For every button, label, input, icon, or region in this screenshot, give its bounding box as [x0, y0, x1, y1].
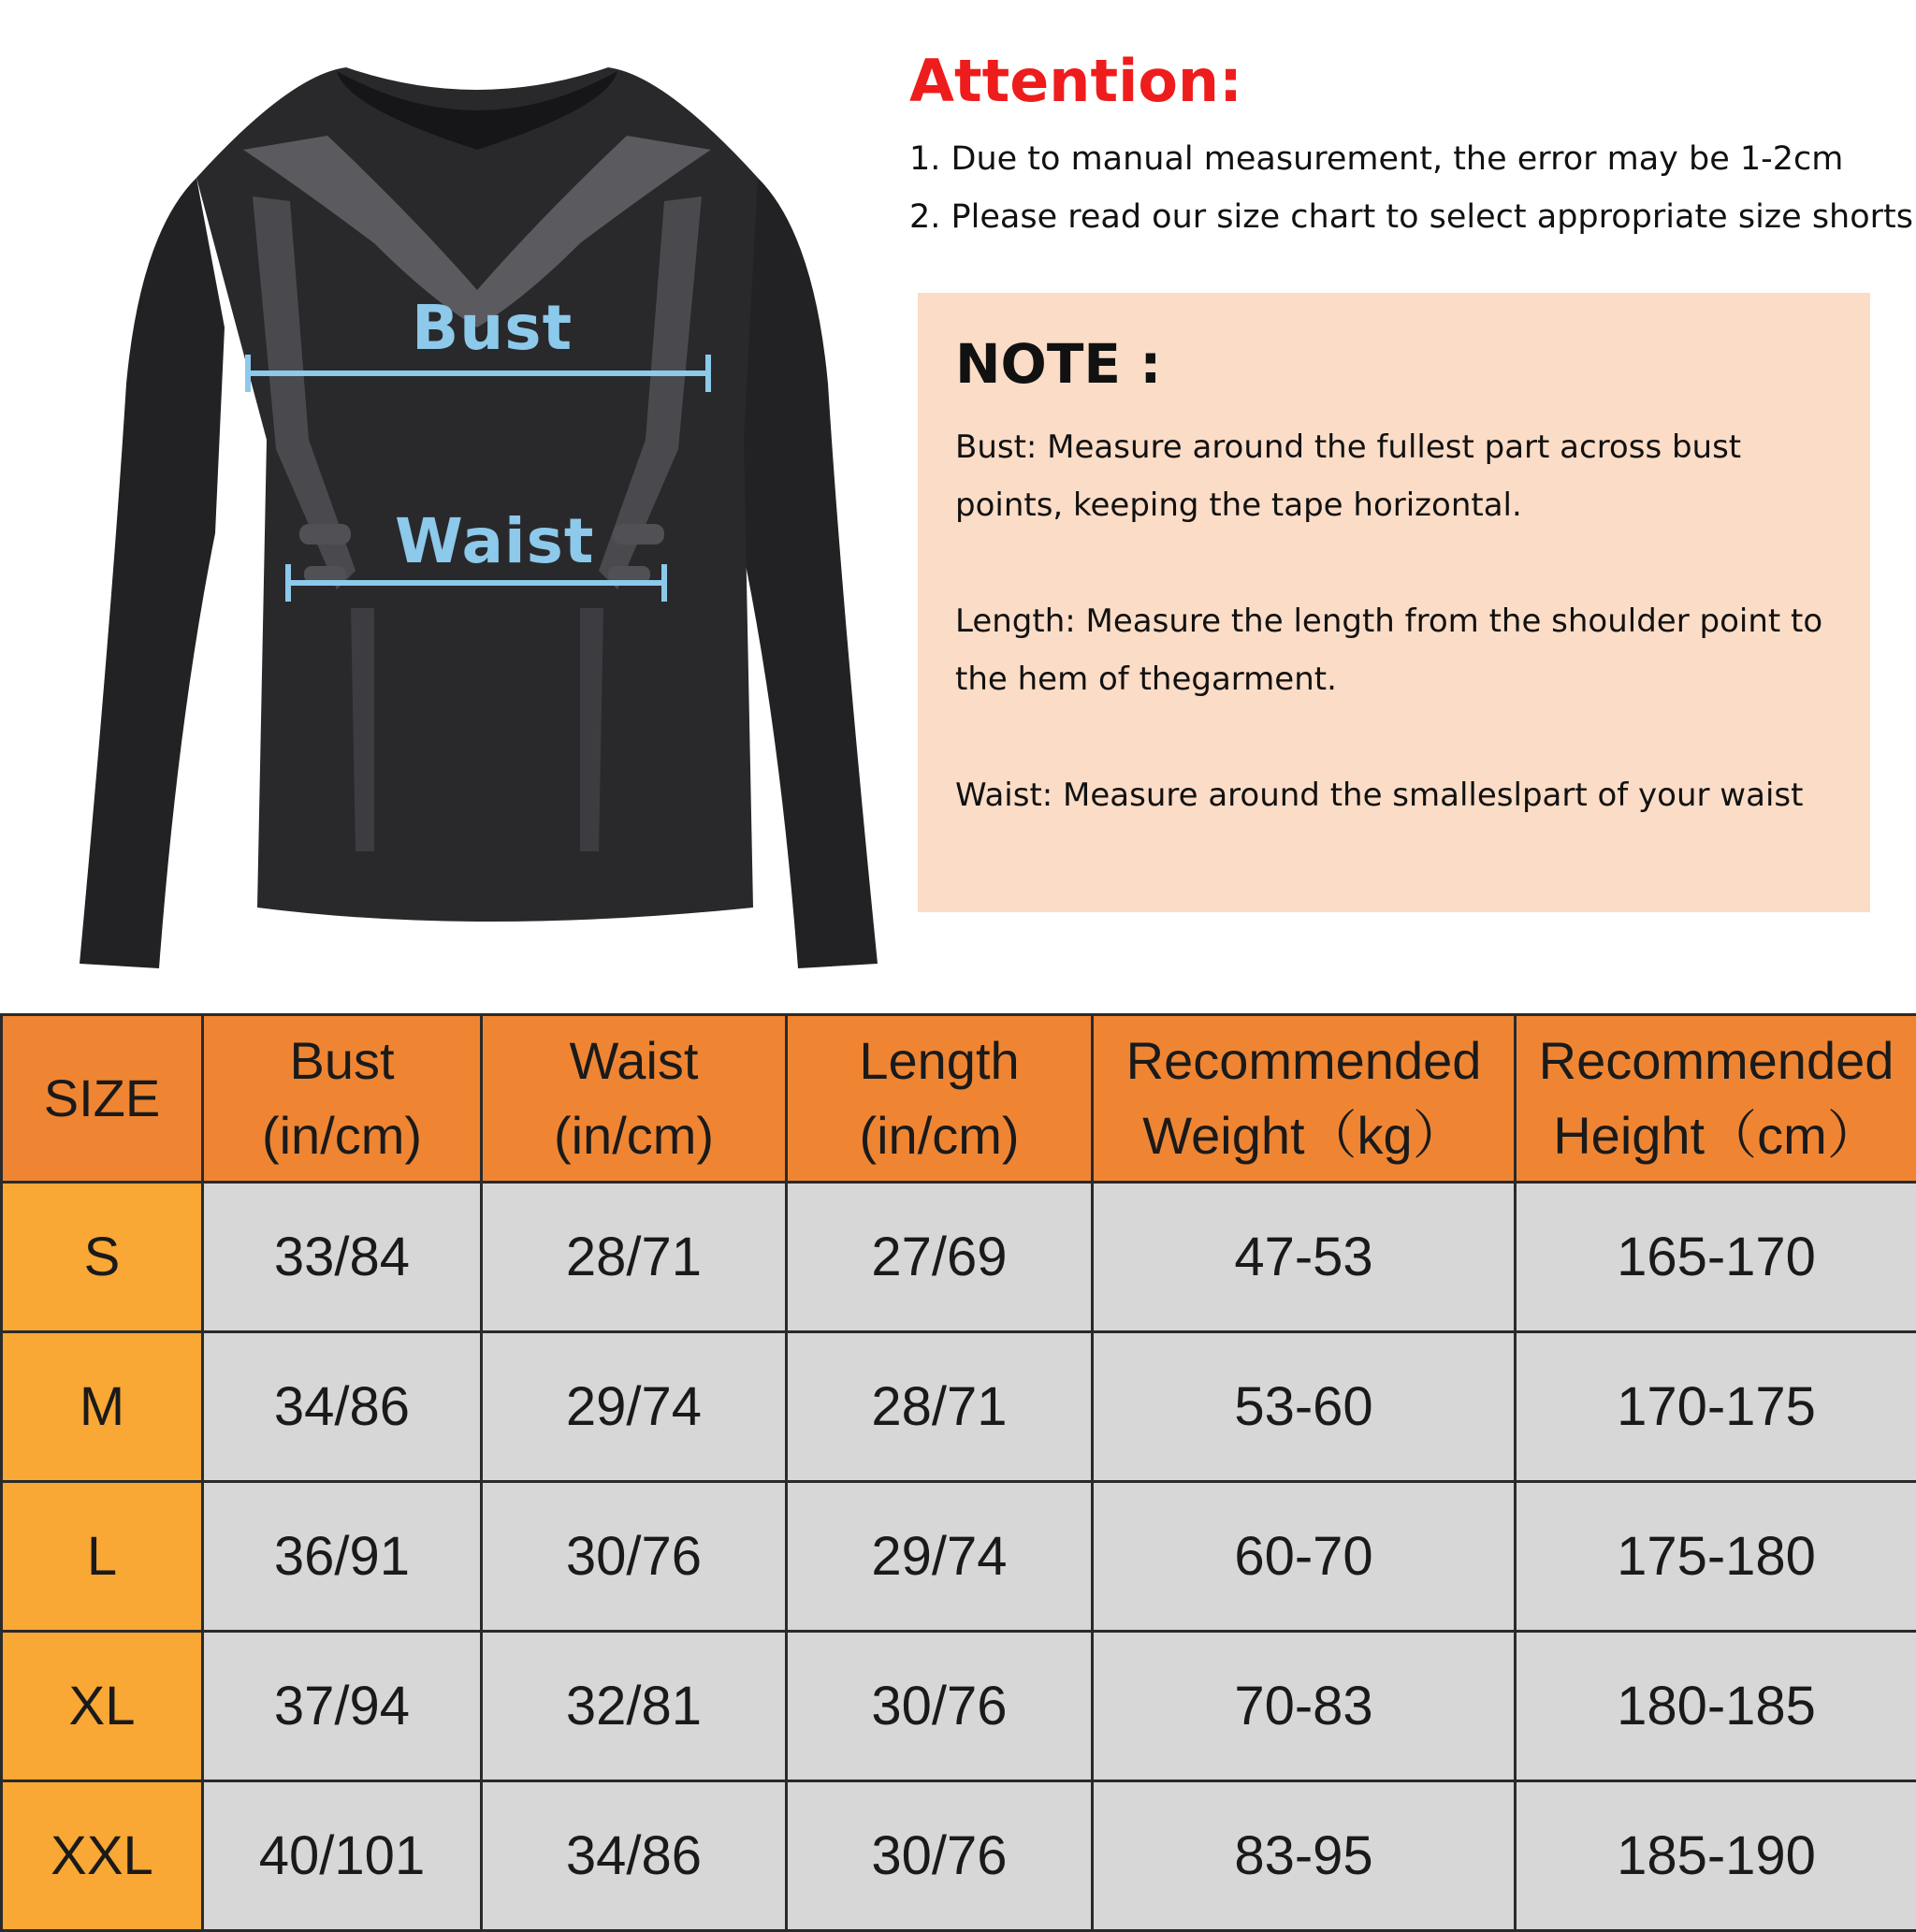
bust-cell: 34/86 — [203, 1332, 482, 1482]
length-cell: 27/69 — [787, 1183, 1093, 1332]
waist-cell: 34/86 — [482, 1781, 787, 1931]
size-cell: XXL — [2, 1781, 203, 1931]
waist-cell: 32/81 — [482, 1632, 787, 1781]
size-cell: L — [2, 1482, 203, 1632]
height-cell: 175-180 — [1516, 1482, 1916, 1632]
bust-cell: 37/94 — [203, 1632, 482, 1781]
length-cell: 30/76 — [787, 1781, 1093, 1931]
weight-cell: 47-53 — [1093, 1183, 1516, 1332]
header-waist: Waist (in/cm) — [482, 1015, 787, 1183]
table-row — [2, 1183, 1916, 1332]
height-cell: 165-170 — [1516, 1183, 1916, 1332]
size-cell: XL — [2, 1632, 203, 1781]
table-header-row — [2, 1015, 1916, 1183]
header-weight: Recommended Weight（kg） — [1093, 1015, 1516, 1183]
attention-item: 1. Due to manual measurement, the error may be 1-2cm — [909, 140, 1843, 178]
note-length: Length: Measure the length from the shoulder point to the hem of thegarment. — [955, 592, 1851, 708]
waist-cell: 29/74 — [482, 1332, 787, 1482]
bust-cell: 33/84 — [203, 1183, 482, 1332]
header-length: Length (in/cm) — [787, 1015, 1093, 1183]
height-cell: 180-185 — [1516, 1632, 1916, 1781]
length-cell: 28/71 — [787, 1332, 1093, 1482]
length-cell: 29/74 — [787, 1482, 1093, 1632]
header-size: SIZE — [2, 1015, 203, 1183]
shirt-illustration — [56, 47, 898, 982]
table-row — [2, 1632, 1916, 1781]
header-bust: Bust (in/cm) — [203, 1015, 482, 1183]
note-bust: Bust: Measure around the fullest part across bust points, keeping the tape horizontal. — [955, 418, 1851, 534]
length-cell: 30/76 — [787, 1632, 1093, 1781]
attention-title: Attention: — [909, 47, 1242, 115]
bust-cell: 40/101 — [203, 1781, 482, 1931]
note-box — [918, 293, 1870, 912]
weight-cell: 60-70 — [1093, 1482, 1516, 1632]
height-cell: 185-190 — [1516, 1781, 1916, 1931]
bust-label: Bust — [412, 292, 573, 364]
note-waist: Waist: Measure around the smalleslpart of your waist — [955, 766, 1851, 824]
waist-cell: 28/71 — [482, 1183, 787, 1332]
header-height: Recommended Height（cm） — [1516, 1015, 1916, 1183]
table-row — [2, 1781, 1916, 1931]
size-cell: M — [2, 1332, 203, 1482]
weight-cell: 53-60 — [1093, 1332, 1516, 1482]
attention-item: 2. Please read our size chart to select appropriate size shorts — [909, 198, 1913, 236]
waist-label: Waist — [395, 505, 594, 577]
table-row — [2, 1482, 1916, 1632]
waist-cell: 30/76 — [482, 1482, 787, 1632]
bust-cell: 36/91 — [203, 1482, 482, 1632]
size-cell: S — [2, 1183, 203, 1332]
weight-cell: 83-95 — [1093, 1781, 1516, 1931]
weight-cell: 70-83 — [1093, 1632, 1516, 1781]
note-title: NOTE : — [955, 332, 1851, 396]
height-cell: 170-175 — [1516, 1332, 1916, 1482]
table-row — [2, 1332, 1916, 1482]
size-chart-table — [0, 1013, 1916, 1932]
